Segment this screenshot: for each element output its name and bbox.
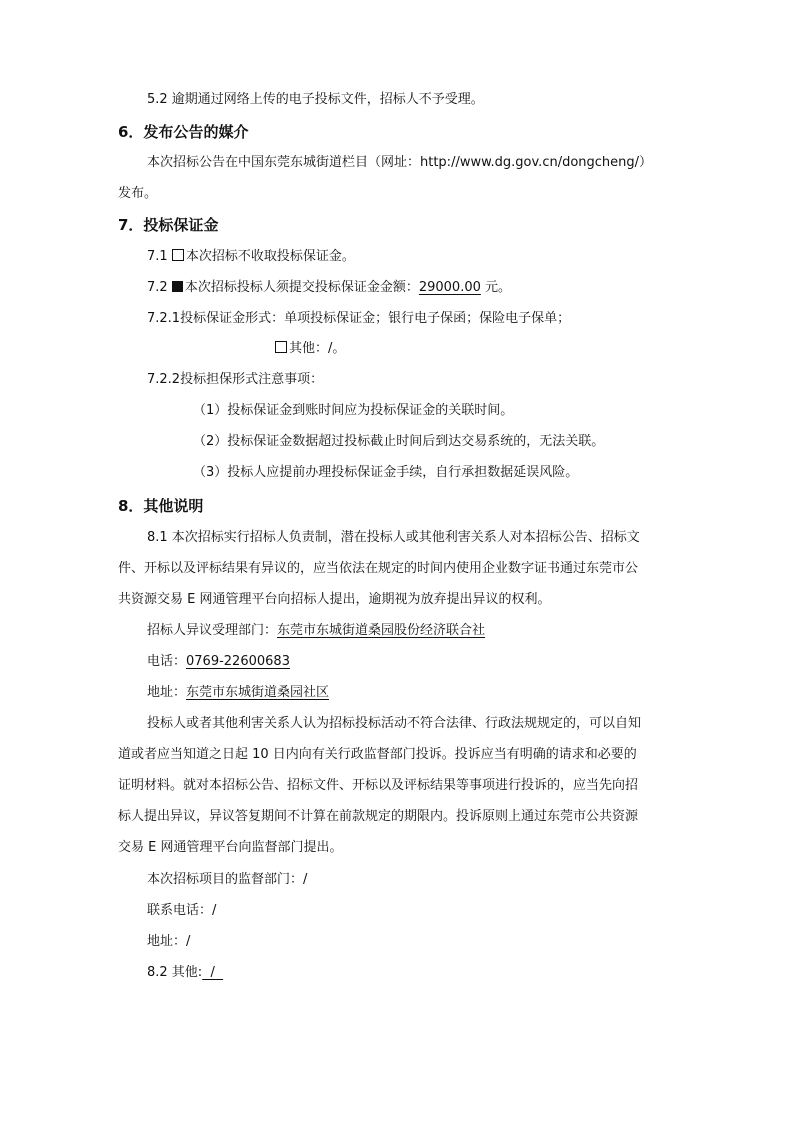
unchecked-checkbox-icon — [275, 341, 287, 353]
section-8-heading: 8．其他说明 — [118, 497, 204, 515]
objection-phone-label: 电话： — [147, 654, 187, 669]
section-7-heading: 7．投标保证金 — [118, 216, 219, 234]
objection-address — [147, 684, 329, 702]
clause-7-1-number: 7.1 — [147, 249, 168, 264]
section-6-heading: 6．发布公告的媒介 — [118, 123, 249, 141]
clause-8-1-line-3: 共资源交易 E 网通管理平台向招标人提出，逾期视为放弃提出异议的权利。 — [118, 592, 551, 607]
clause-7-2-1-other — [275, 340, 345, 358]
section-6-paragraph-line-2: 发布。 — [118, 186, 158, 201]
clause-7-1-text: 本次招标不收取投标保证金。 — [185, 249, 355, 264]
clause-8-1-line-1: 8.1 本次招标实行招标人负责制，潜在投标人或其他利害关系人对本招标公告、招标文 — [147, 530, 640, 545]
objection-phone-value: 0769-22600683 — [186, 654, 290, 669]
complaint-paragraph-line-2: 道或者应当知道之日起 10 日内向有关行政监督部门投诉。投诉应当有明确的请求和必要的 — [118, 747, 637, 762]
clause-8-1-line-2: 件、开标以及评标结果有异议的，应当依法在规定的时间内使用企业数字证书通过东莞市公 — [118, 561, 639, 576]
checked-checkbox-icon — [172, 281, 183, 292]
note-item-1: （1）投标保证金到账时间应为投标保证金的关联时间。 — [193, 403, 514, 418]
complaint-paragraph-line-4: 标人提出异议，异议答复期间不计算在前款规定的期限内。投诉原则上通过东莞市公共资源 — [118, 809, 639, 824]
note-item-2: （2）投标保证金数据超过投标截止时间后到达交易系统的，无法关联。 — [193, 434, 605, 449]
complaint-paragraph-line-1: 投标人或者其他利害关系人认为招标投标活动不符合法律、行政法规规定的，可以自知 — [147, 716, 642, 731]
clause-7-2-2: 7.2.2投标担保形式注意事项： — [147, 372, 324, 387]
clause-7-2-text: 本次招标投标人须提交投标保证金金额： — [184, 280, 419, 295]
unchecked-checkbox-icon — [172, 249, 184, 261]
clause-8-2-label: 8.2 其他: — [147, 965, 203, 980]
objection-department-value: 东莞市东城街道桑园股份经济联合社 — [277, 623, 486, 638]
objection-department — [147, 622, 485, 640]
deposit-unit: 元。 — [480, 280, 512, 295]
supervision-address: 地址：/ — [147, 934, 191, 949]
clause-7-2-1-other-text: 其他：/。 — [289, 341, 346, 356]
objection-address-label: 地址： — [147, 685, 187, 700]
clause-8-2 — [147, 964, 223, 982]
note-item-3: （3）投标人应提前办理投标保证金手续，自行承担数据延误风险。 — [193, 465, 579, 480]
complaint-paragraph-line-3: 证明材料。就对本招标公告、招标文件、开标以及评标结果等事项进行投诉的，应当先向招 — [118, 778, 639, 793]
objection-department-label: 招标人异议受理部门： — [147, 623, 278, 638]
clause-5-2: 5.2 逾期通过网络上传的电子投标文件，招标人不予受理。 — [147, 92, 484, 107]
objection-phone — [147, 653, 290, 671]
supervision-department: 本次招标项目的监督部门：/ — [147, 872, 308, 887]
deposit-amount: 29000.00 — [418, 280, 481, 295]
clause-7-2-number: 7.2 — [147, 280, 168, 295]
clause-7-2-1: 7.2.1投标保证金形式：单项投标保证金；银行电子保函；保险电子保单； — [147, 311, 571, 326]
section-6-paragraph-line-1: 本次招标公告在中国东莞东城街道栏目（网址：http://www.dg.gov.cn/dongcheng/） — [147, 155, 653, 170]
objection-address-value: 东莞市东城街道桑园社区 — [186, 685, 330, 700]
clause-7-2 — [147, 279, 511, 297]
supervision-phone: 联系电话：/ — [147, 903, 217, 918]
clause-8-2-value: / — [202, 965, 224, 980]
clause-7-1 — [147, 248, 355, 266]
complaint-paragraph-line-5: 交易 E 网通管理平台向监督部门提出。 — [118, 840, 343, 855]
